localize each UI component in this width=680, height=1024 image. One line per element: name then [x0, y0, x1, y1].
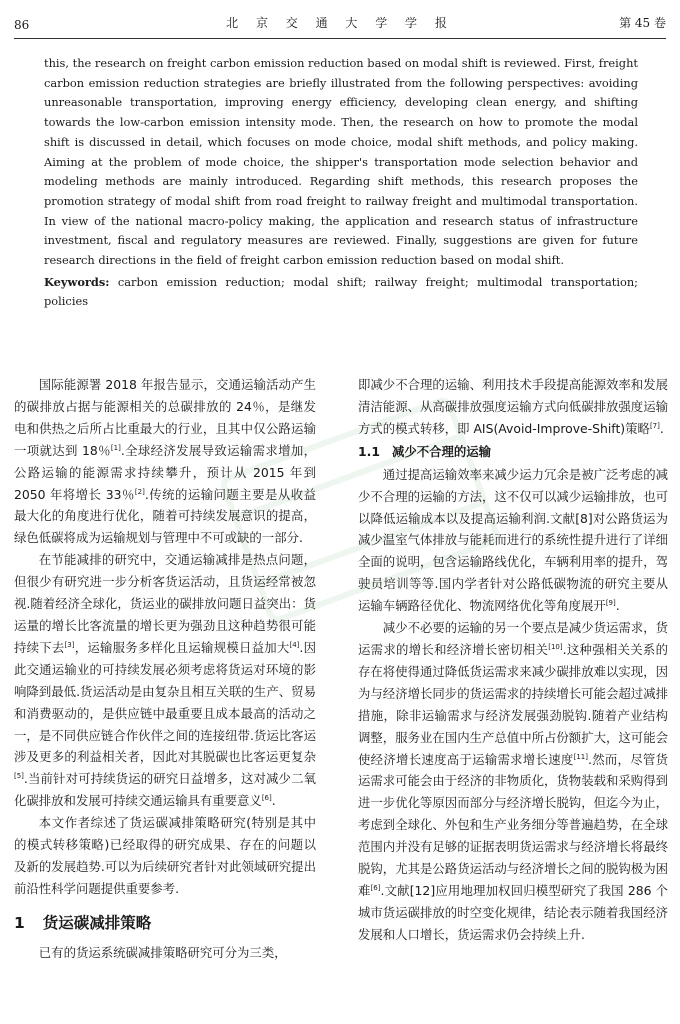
citation[interactable]: [7] — [649, 421, 660, 430]
subsection-heading — [358, 440, 668, 464]
citation[interactable]: [6] — [261, 794, 272, 803]
paragraph: 在节能减排的研究中，交通运输减排是热点问题，但很少有研究进一步分析客货运活动，且货运经常被忽视.随着经济全球化，货运业的碳排放问题日益突出：货运量的增长比客流量的增长更为强劲且这种趋势很可能持续下去[3]，运输服务多样化且运输规模日益加大[4].因此交通运输业的可持续发展必须考虑将货运对环境的影响降到最低.货运活动是由复杂且相互关联的生产、贸易和消费驱动的，是供应链中最重要且成本最高的活动之一，是不同供应链合作伙伴之间的连接纽带.货运比客运涉及更多的利益相关者，因此对其脱碳也比客运更复杂[5].当前针对可持续货运的研究日益增多，这对减少二氧化碳排放和发展可持续交通运输具有重要意义[6]. — [14, 552, 316, 809]
citation[interactable]: [3] — [64, 640, 75, 649]
citation[interactable]: [11] — [573, 752, 588, 761]
keywords-list: carbon emission reduction; modal shift; railway freight; multimodal transportation; policies — [44, 274, 638, 309]
citation[interactable]: [4] — [289, 640, 300, 649]
section-title: 货运碳减排策略 — [42, 913, 152, 932]
paragraph: 即减少不合理的运输、利用技术手段提高能源效率和发展清洁能源、从高碳排放强度运输方式向低碳排放强度运输方式的模式转移，即 AIS(Avoid-Improve-Shift)策略[7]. — [358, 377, 668, 436]
volume-label: 第 45 卷 — [619, 16, 666, 30]
paragraph: 通过提高运输效率来减少运力冗余是被广泛考虑的减少不合理的运输的方法，这不仅可以减少运输排放，也可以降低运输成本以及提高运输利润.文献[8]对公路货运为减少温室气体排放与能耗而进行的系统性提升进行了详细全面的说明，包含运输路线优化，车辆利用率的提升，驾驶员培训等等.国内学者针对公路低碳物流的研究主要从运输车辆路径优化、物流网络优化等角度展开[9]. — [358, 466, 668, 614]
citation[interactable]: [5] — [14, 772, 24, 781]
paragraph: 本文作者综述了货运碳减排策略研究(特别是其中的模式转移策略)已经取得的研究成果、存在的问题以及新的发展趋势.可以为后续研究者针对此领域研究提出前沿性科学问题提供重要参考. — [14, 815, 316, 896]
running-header — [14, 10, 666, 36]
subsection-number: 1.1 — [358, 443, 380, 459]
paragraph: 已有的货运系统碳减排策略研究可分为三类， — [38, 944, 287, 960]
abstract-text: this, the research on freight carbon emission reduction based on modal shift is reviewed. First, freight carbon emission reduction strategies are briefly illustrated from the following perspectives: avoiding unreasonable transportation, improving energy efficiency, developing clean energy, and shifting towards the low-carbon emission intensity mode. Then, the research on how to promote the modal shift is discussed in detail, which focuses on mode choice, modal shift methods, and policy making. Aiming at the problem of mode choice, the shipper's transportation mode selection behavior and modeling methods are mainly introduced. Regarding shift methods, this research proposes the promotion strategy of modal shift from road freight to railway freight and multimodal transportation. In view of the national macro-policy making, the application and research status of infrastructure investment, fiscal and regulatory measures are reviewed. Finally, suggestions are given for future research directions in the field of freight carbon emission reduction based on modal shift. — [44, 56, 638, 268]
subsection-title: 减少不合理的运输 — [391, 443, 492, 459]
page-number: 86 — [14, 18, 30, 32]
section-number: 1 — [14, 913, 25, 932]
right-column — [358, 374, 668, 946]
keywords-line — [44, 273, 638, 312]
english-abstract — [44, 54, 638, 312]
citation[interactable]: [9] — [605, 599, 616, 608]
citation[interactable]: [1] — [110, 443, 121, 452]
citation[interactable]: [6] — [370, 883, 381, 892]
journal-title: 北 京 交 通 大 学 学 报 — [226, 16, 454, 30]
citation[interactable]: [10] — [548, 642, 563, 651]
paragraph: 国际能源署 2018 年报告显示，交通运输活动产生的碳排放占据与能源相关的总碳排放的 24％，是继发电和供热之后所占比重最大的行业，且其中仅公路运输一项就达到 18％[1].全球经济发展导致运输需求增加，公路运输的能源需求持续攀升，预计从 2015 年到 2050 年将增长 33％[2].传统的运输问题主要是从收益最大化的角度进行优化，随着可持续发展意识的提高，绿色低碳将成为运输规划与管理中不可或缺的一部分. — [14, 377, 316, 546]
header-rule — [14, 38, 666, 39]
keywords-label: Keywords: — [44, 274, 110, 289]
left-column — [14, 374, 316, 964]
section-heading — [14, 910, 316, 936]
paragraph: 减少不必要的运输的另一个要点是减少货运需求，货运需求的增长和经济增长密切相关[10].这种强相关关系的存在将使得通过降低货运需求来减少碳排放难以实现，因为与经济增长同步的货运需求的持续增长可能会超过减排措施，除非运输需求与经济发展强劲脱钩.随着产业结构调整，服务业在国内生产总值中所占份额扩大，这可能会使经济增长速度高于运输需求增长速度[11].然而，尽管货运需求可能会由于经济的非物质化，货物装载和采购得到进一步优化等原因而部分与经济增长脱钩，但迄今为止，考虑到全球化、外包和生产业务细分等普遍趋势，在全球范围内并没有足够的证据表明货运需求与经济增长将最终脱钩，尤其是公路货运活动与经济增长之间的脱钩极为困难[6].文献[12]应用地理加权回归模型研究了我国 286 个城市货运碳排放的时空变化规律，结论表示随着我国经济发展和人口增长，货运需求仍会持续上升. — [358, 620, 668, 942]
citation[interactable]: [2] — [134, 487, 145, 496]
